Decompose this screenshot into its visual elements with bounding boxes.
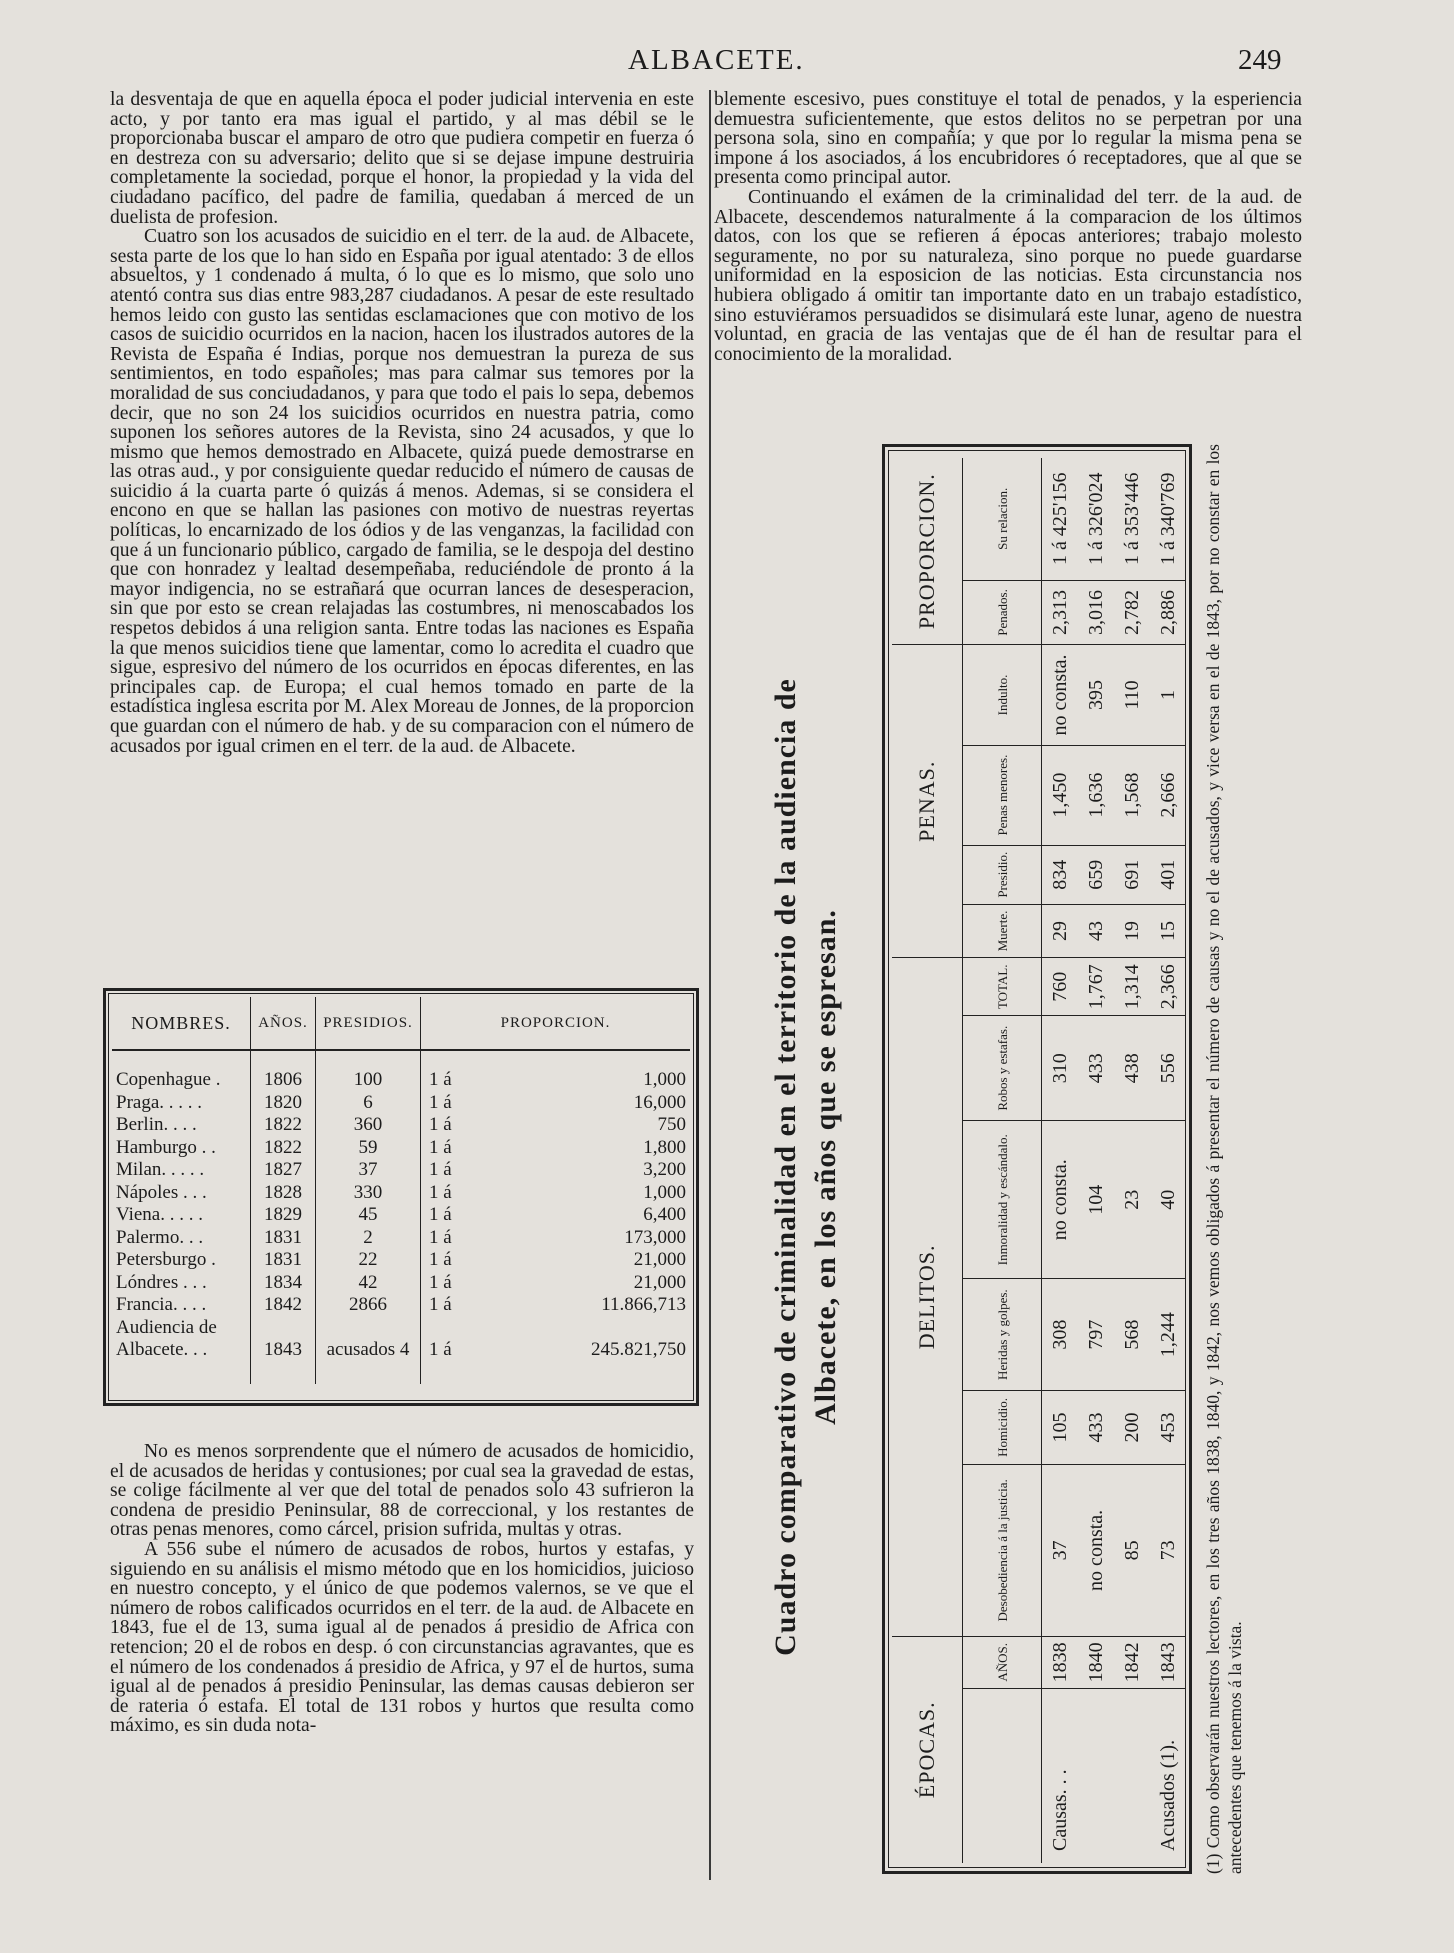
cell-muerte: 19 [1114,904,1150,957]
cell-heri: 568 [1114,1279,1150,1390]
proportion-ratio: 245.821,750 [591,1339,686,1360]
cell-menores: 1,568 [1114,745,1150,845]
cell-robo: 433 [1078,1016,1114,1121]
proportion-one: 1 á [429,1069,452,1090]
page-header [0,44,1454,84]
cell-indulto: 1 [1150,645,1186,745]
presidios-value [316,1317,421,1340]
table-row [112,1339,690,1384]
cell-relacion: 1 á 425'156 [1049,472,1072,565]
table-row [112,1317,690,1340]
cell-robo: 438 [1114,1016,1150,1121]
cell-penados: 3,016 [1078,580,1114,645]
cell-menores: 1,636 [1078,745,1114,845]
proportion-cell [421,1114,691,1137]
cell-year: 1843 [1150,1636,1186,1688]
city-name: Hamburgo . . [112,1137,251,1160]
cell-relacion: 1 á 326'024 [1085,472,1108,565]
subheader: Penados. [963,580,1042,645]
cell-homi: 453 [1150,1390,1186,1464]
year: 1831 [251,1249,316,1272]
paragraph: Continuando el exámen de la criminalidad del terr. de la aud. de Albacete, descendemos naturalmente á la comparacion de los últimos datos, con los que se refieren á épocas anteriores; trabajo molesto seguramente, no por su naturaleza, sino porque no puede guardarse uniformidad en la esposicion de las noticias. Esta circunstancia nos hubiera obligado á omitir tan importante dato en un trabajo estadístico, sino estuviéramos persuadidos se disimulará este lunar, ageno de nuestra voluntad, en gracia de las ventajas que de él han de resultar para el conocimiento de la moralidad. [714,186,1302,365]
year: 1834 [251,1272,316,1295]
presidios-value: 37 [316,1159,421,1182]
subheader: Desobediencia á la justicia. [963,1465,1042,1636]
year: 1820 [251,1092,316,1115]
subheader: TOTAL. [963,958,1042,1016]
city-name: Milan. . . . . [112,1159,251,1182]
comparative-table [882,444,1192,1874]
table-row [1078,458,1114,1863]
proportion-ratio: 3,200 [643,1159,686,1180]
cell-year: 1840 [1078,1636,1114,1688]
cell-desob: 85 [1114,1465,1150,1636]
cell-year: 1842 [1114,1636,1150,1688]
table-row [112,1249,690,1272]
group-header-penas: PENAS. [892,645,963,958]
cell-homi: 200 [1114,1390,1150,1464]
paragraph: la desventaja de que en aquella época el poder judicial intervenia en este acto, y por tanto era mas igual el partido, y al mas débil se le proporcionaba buscar el amparo de otro que pudiera competir en fuerza ó en destreza con su adversario; delito que si se dejase impune destruiria completamente la sociedad, porque el honor, la propiedad y la vida del ciudadano pacífico, del padre de familia, quedaban á merced de un duelista de profesion. [110,89,694,228]
col-header-nombres: NOMBRES. [112,997,251,1050]
presidios-value: 6 [316,1092,421,1115]
cell-presidio: 834 [1042,845,1079,904]
cell-total: 1,314 [1114,958,1150,1016]
proportion-one: 1 á [429,1249,452,1270]
presidios-value: 100 [316,1050,421,1092]
table-row [1150,458,1186,1863]
city-name: Praga. . . . . [112,1092,251,1115]
table-row [112,1182,690,1205]
subheader: Heridas y golpes. [963,1279,1042,1390]
subheader: AÑOS. [963,1636,1042,1688]
presidios-value: 59 [316,1137,421,1160]
table-row [112,1227,690,1250]
suicide-table [103,988,699,1406]
city-name: Copenhague . [112,1050,251,1092]
proportion-cell [421,1092,691,1115]
proportion-one: 1 á [429,1226,452,1248]
proportion-cell [421,1339,691,1384]
year: 1827 [251,1159,316,1182]
cell-heri: 1,244 [1150,1279,1186,1390]
proportion-cell [421,1294,691,1317]
subheader-blank [963,1689,1042,1864]
proportion-cell [421,1050,691,1092]
cell-indulto: 110 [1114,645,1150,745]
city-name: Albacete. . . [112,1339,251,1384]
cell-heri: 797 [1078,1279,1114,1390]
rotated-comparative-table-panel [766,444,1268,1882]
cell-inmo: 104 [1078,1121,1114,1279]
proportion-cell [421,1182,691,1205]
year: 1829 [251,1204,316,1227]
presidios-value: 45 [316,1204,421,1227]
table-row [112,1272,690,1295]
table-row [112,1050,690,1092]
running-title: ALBACETE. [628,44,805,76]
proportion-one: 1 á [429,1114,452,1135]
table-row [1114,458,1150,1863]
proportion-ratio: 1,800 [643,1136,686,1158]
cell-presidio: 691 [1114,845,1150,904]
proportion-one: 1 á [429,1271,452,1293]
city-name: Berlin. . . . [112,1114,251,1137]
cell-desob: no consta. [1078,1465,1114,1636]
cell-label [1078,1689,1114,1864]
presidios-value: 42 [316,1272,421,1295]
proportion-one: 1 á [429,1181,452,1203]
table-row [112,1294,690,1317]
cell-presidio: 659 [1078,845,1114,904]
year: 1842 [251,1294,316,1317]
cell-total: 1,767 [1078,958,1114,1016]
paragraph: A 556 sube el número de acusados de robos, hurtos y estafas, y siguiendo en su análisis el mismo método que en los homicidios, juicioso en nuestro concepto, y el único de que podemos valernos, se ve que el número de robos calificados ocurridos en el terr. de la aud. de Albacete en 1843, fue el de 13, suma igual al de penados á presidio de Africa con retencion; 20 el de robos en desp. ó con circunstancias agravantes, que es el número de los condenados á presidio de Africa, y 97 el de hurtos, suma igual al de penados á presidio Peninsular, las demas causas debieron ser de rateria ó estafa. El total de 131 robos y hurtos que resulta como máximo, es sin duda nota- [110,1538,694,1737]
cell-heri: 308 [1042,1279,1079,1390]
cell-label: Acusados (1). [1150,1689,1186,1864]
proportion-one: 1 á [429,1091,452,1113]
cell-penados: 2,782 [1114,580,1150,645]
group-header-epocas: ÉPOCAS. [892,1636,963,1863]
table-row [112,1204,690,1227]
city-name: Petersburgo . [112,1249,251,1272]
paragraph: No es menos sorprendente que el número de acusados de homicidio, el de acusados de heridas y contusiones; por cual sea la gravedad de estas, se colige fácilmente al ver que del total de penados solo 43 sufrieron la condena de presidio Peninsular, 88 de correccional, y los restantes de otras penas menores, como cárcel, prision sufrida, multas y otras. [110,1441,694,1541]
table-title-line-1: Cuadro comparativo de criminalidad en el territorio de la audiencia de [769,678,802,1656]
proportion-ratio: 750 [657,1114,686,1135]
city-name: Palermo. . . [112,1227,251,1250]
paragraph: Cuatro son los acusados de suicidio en el terr. de la aud. de Albacete, sesta parte de los que lo han sido en España por igual atentado: 3 de ellos absueltos, y 1 condenado á multa, ó lo que es lo mismo, que solo uno atentó contra sus dias entre 983,287 ciudadanos. A pesar de este resultado hemos leido con gusto las sentidas esclamaciones que con motivo de los casos de suicidio ocurridos en la nacion, hacen los ilustrados autores de la Revista de España é Indias, porque nos demuestran la pureza de sus sentimientos, en todo españoles; mas para calmar sus temores por la moralidad de sus conciudadanos, y para que todo el pais lo sepa, debemos decir, que no son 24 los suicidios ocurridos en nuestra patria, como suponen los señores autores de la Revista, sino 24 acusados, y que lo mismo que hemos demostrado en Albacete, quizá puede demostrarse en las otras aud., y por consiguiente quedar reducido el número de causas de suicidio á la cuarta parte ó quizás á menos. Ademas, si se considera el encono en que se hallan las pasiones con motivo de nuestras reyertas políticas, lo encarnizado de los ódios y de las venganzas, la facilidad con que á un funcionario público, cargado de familia, se le despoja del destino que con honradez y lealtad desempeñaba, reduciéndole de pronto á la mayor indigencia, no se estrañará que ocurran lances de desesperacion, sin que por esto se crean relajadas las costumbres, ni menoscabados los respetos debidos á una religion santa. Entre todas las naciones es España la que menos suicidios tiene que lamentar, como lo acredita el cuadro que sigue, espresivo del número de los ocurridos en épocas diferentes, en las principales cap. de Europa; el cual hemos tomado en parte de la estadística inglesa escrita por M. Alex Moreau de Jonnes, de la proporcion que guardan con el número de hab. y de su comparacion con el número de acusados por igual crimen en el terr. de la aud. de Albacete. [110,226,694,757]
cell-label [1114,1689,1150,1864]
table-row [112,1114,690,1137]
proportion-ratio: 1,000 [643,1181,686,1203]
city-name: Francia. . . . [112,1294,251,1317]
proportion-ratio: 21,000 [633,1249,686,1270]
left-column-bottom [110,1442,694,1736]
proportion-cell [421,1249,691,1272]
left-column-top [110,90,694,756]
proportion-ratio: 173,000 [624,1226,686,1248]
year: 1822 [251,1137,316,1160]
group-header-delitos: DELITOS. [892,958,963,1636]
cell-homi: 105 [1042,1390,1079,1464]
subheader: Presidio. [963,845,1042,904]
year [251,1317,316,1340]
proportion-cell [421,1204,691,1227]
proportion-one: 1 á [429,1159,452,1180]
paragraph: blemente escesivo, pues constituye el total de penados, y la esperiencia demuestra suficientemente, que estos delitos no se perpetran por una persona sola, sino en compañía; y que por lo regular la misma pena se impone á los asociados, á los encubridores ó receptadores, que al que se presenta como principal autor. [714,89,1302,189]
proportion-ratio: 6,400 [643,1204,686,1225]
subheader: Inmoralidad y escándalo. [963,1121,1042,1279]
table-row [112,1137,690,1160]
table-row [112,1159,690,1182]
proportion-one: 1 á [429,1294,452,1315]
comparative-table-body [1042,458,1187,1863]
proportion-ratio: 1,000 [643,1069,686,1090]
proportion-cell [421,1317,691,1340]
proportion-cell [421,1159,691,1182]
group-header-proporcion: PROPORCION. [892,458,963,645]
subheader-row [963,458,1042,1863]
footnote: (1) Como observarán nuestros lectores, en los tres años 1838, 1840, y 1842, nos vemos obligados á presentar el número de causas y no el de acusados, y vice versa en el de 1843, por no constar en los antecedentes que tenemos á la vista. [1203,444,1245,1874]
cell-presidio: 401 [1150,845,1186,904]
cell-indulto: 395 [1078,645,1114,745]
col-header-anos: AÑOS. [251,997,316,1050]
presidios-value: 330 [316,1182,421,1205]
presidios-value: 2 [316,1227,421,1250]
cell-total: 760 [1042,958,1079,1016]
city-name: Nápoles . . . [112,1182,251,1205]
table-title [766,452,846,1882]
subheader: Muerte. [963,904,1042,957]
proportion-one: 1 á [429,1136,452,1158]
proportion-one: 1 á [429,1204,452,1225]
table-title-line-2: Albacete, en los años que se espresan. [809,909,842,1425]
cell-penados: 2,886 [1150,580,1186,645]
year: 1843 [251,1339,316,1384]
proportion-ratio: 11.866,713 [601,1294,686,1315]
cell-inmo: 23 [1114,1121,1150,1279]
cell-muerte: 43 [1078,904,1114,957]
page-number: 249 [1238,44,1282,76]
city-name: Audiencia de [112,1317,251,1340]
year: 1831 [251,1227,316,1250]
subheader: Robos y estafas. [963,1016,1042,1121]
subheader: Penas menores. [963,745,1042,845]
cell-total: 2,366 [1150,958,1186,1016]
cell-inmo: no consta. [1042,1121,1079,1279]
column-rule [709,90,711,1880]
cell-indulto: no consta. [1042,645,1079,745]
cell-menores: 2,666 [1150,745,1186,845]
year: 1822 [251,1114,316,1137]
table-row [1042,458,1079,1863]
cell-homi: 433 [1078,1390,1114,1464]
year: 1828 [251,1182,316,1205]
cell-year: 1838 [1042,1636,1079,1688]
suicide-table-body [112,1050,690,1384]
cell-relacion: 1 á 340'769 [1157,472,1179,565]
col-header-proporcion: PROPORCION. [421,997,691,1050]
cell-inmo: 40 [1150,1121,1186,1279]
subheader: Su relacion. [963,458,1042,580]
cell-robo: 310 [1042,1016,1079,1121]
col-header-presidios: PRESIDIOS. [316,997,421,1050]
proportion-ratio: 21,000 [633,1271,686,1293]
proportion-one: 1 á [429,1339,452,1360]
presidios-value: 22 [316,1249,421,1272]
subheader: Indulto. [963,645,1042,745]
presidios-value: acusados 4 [316,1339,421,1384]
proportion-ratio: 16,000 [633,1091,686,1113]
right-column-top [714,90,1302,364]
cell-desob: 37 [1042,1465,1079,1636]
proportion-cell [421,1137,691,1160]
cell-muerte: 15 [1150,904,1186,957]
cell-relacion: 1 á 353'446 [1121,472,1144,565]
cell-menores: 1,450 [1042,745,1079,845]
proportion-cell [421,1227,691,1250]
presidios-value: 2866 [316,1294,421,1317]
cell-desob: 73 [1150,1465,1186,1636]
subheader: Homicidio. [963,1390,1042,1464]
cell-label: Causas. . . [1042,1689,1079,1864]
city-name: Viena. . . . . [112,1204,251,1227]
city-name: Lóndres . . . [112,1272,251,1295]
table-row [112,1092,690,1115]
year: 1806 [251,1050,316,1092]
cell-penados: 2,313 [1042,580,1079,645]
presidios-value: 360 [316,1114,421,1137]
proportion-cell [421,1272,691,1295]
cell-robo: 556 [1150,1016,1186,1121]
cell-muerte: 29 [1042,904,1079,957]
